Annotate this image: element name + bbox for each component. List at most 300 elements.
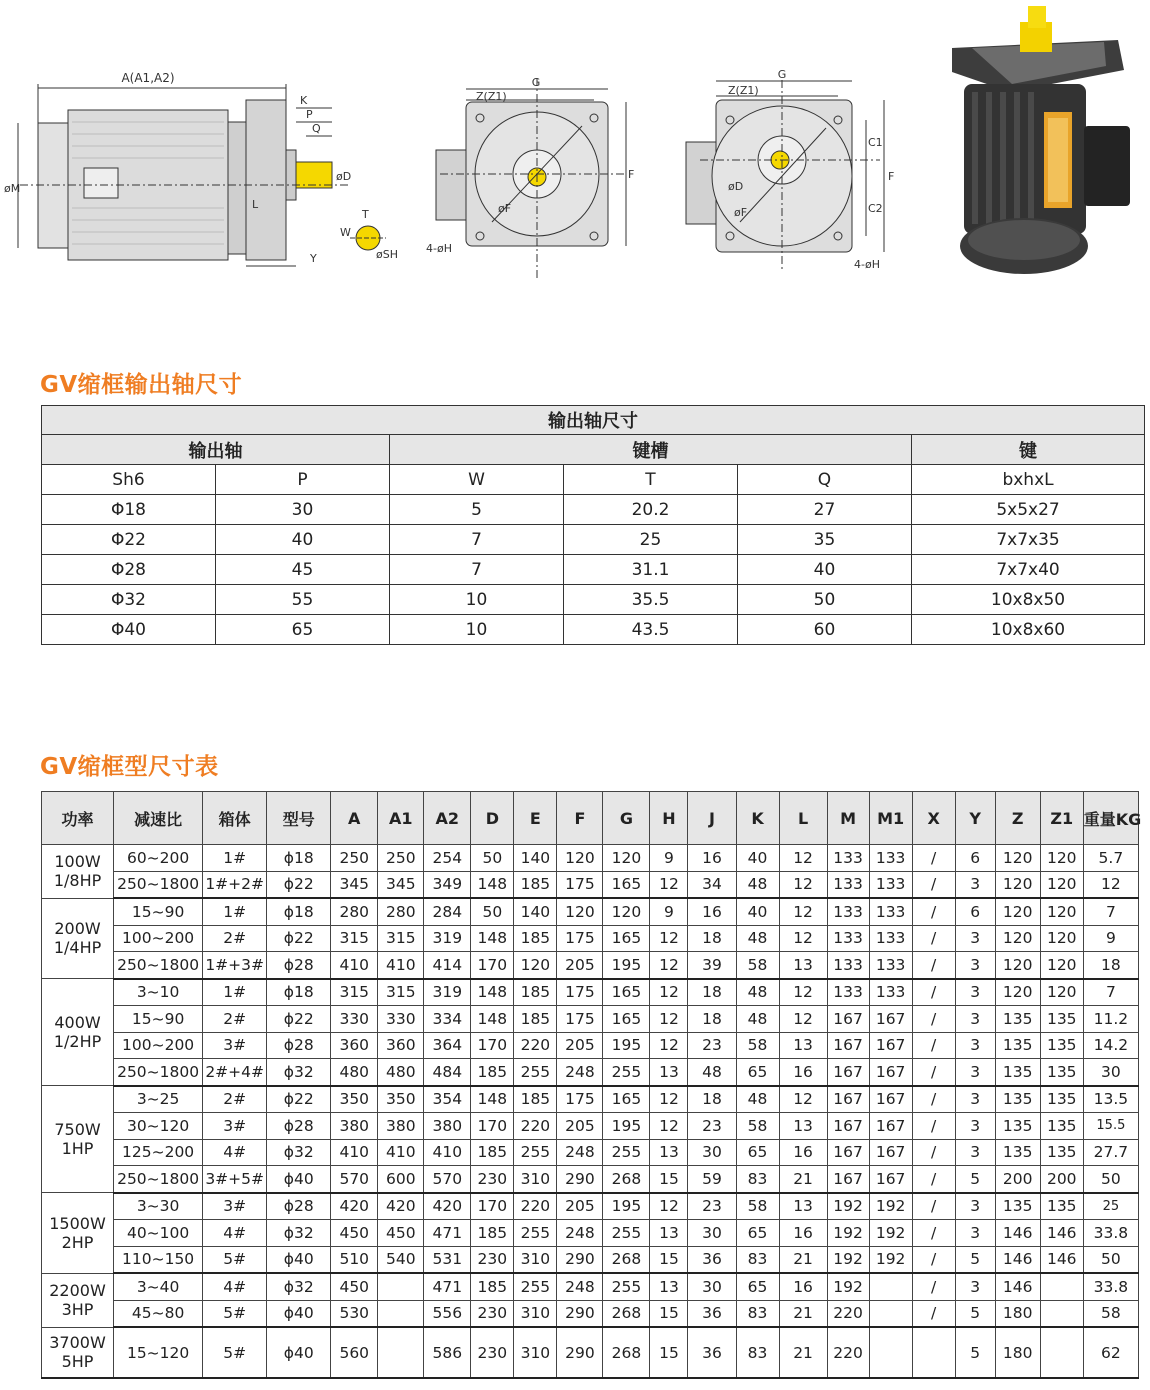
table-cell: 133 xyxy=(869,845,912,872)
table-cell: 586 xyxy=(424,1327,471,1378)
table-cell: 12 xyxy=(650,1032,688,1059)
table-cell: 120 xyxy=(1040,871,1083,898)
table-cell: ϕ40 xyxy=(267,1327,331,1378)
table-cell: 9 xyxy=(650,845,688,872)
table-cell: 13 xyxy=(779,1113,827,1140)
table-row xyxy=(42,1113,1139,1140)
table-cell: 25 xyxy=(564,525,738,555)
table-cell: 248 xyxy=(557,1139,603,1166)
table-cell: 3 xyxy=(955,871,995,898)
table-cell: 570 xyxy=(331,1166,378,1193)
column-header-row xyxy=(42,465,1145,495)
table-cell: 13 xyxy=(779,1193,827,1220)
table-cell: 250~1800 xyxy=(114,1059,203,1086)
table-cell: 21 xyxy=(779,1327,827,1378)
table-cell: ϕ18 xyxy=(267,979,331,1006)
table-cell: 83 xyxy=(736,1300,779,1327)
table-cell: 4# xyxy=(203,1273,267,1300)
table-cell: 484 xyxy=(424,1059,471,1086)
table-cell: 30 xyxy=(1083,1059,1138,1086)
table-cell: 170 xyxy=(471,1193,514,1220)
table-cell: 135 xyxy=(1040,1032,1083,1059)
table-cell: 5.7 xyxy=(1083,845,1138,872)
table-cell: 220 xyxy=(827,1300,869,1327)
table-cell: 195 xyxy=(603,1193,650,1220)
table-row xyxy=(42,898,1139,925)
column-header: E xyxy=(514,792,557,845)
table-cell: 48 xyxy=(736,1006,779,1033)
table-cell: Φ32 xyxy=(42,585,216,615)
table-cell: 15 xyxy=(650,1246,688,1273)
dim-label-f: F xyxy=(628,168,635,181)
table-row xyxy=(42,525,1145,555)
table-cell: ϕ28 xyxy=(267,1032,331,1059)
table-cell: 12 xyxy=(1083,871,1138,898)
table-cell: 11.2 xyxy=(1083,1006,1138,1033)
power-cell: 400W 1/2HP xyxy=(42,979,114,1086)
table-cell: 5 xyxy=(955,1327,995,1378)
table-row xyxy=(42,979,1139,1006)
table-cell: 5 xyxy=(955,1246,995,1273)
table-cell: 21 xyxy=(779,1166,827,1193)
table-cell: 65 xyxy=(736,1273,779,1300)
table-cell: 16 xyxy=(779,1220,827,1247)
table-row xyxy=(42,495,1145,525)
table-cell: 1# xyxy=(203,979,267,1006)
table-cell: 3 xyxy=(955,1086,995,1113)
table-cell: 167 xyxy=(827,1059,869,1086)
table-cell: 315 xyxy=(378,925,424,952)
table-cell: ϕ22 xyxy=(267,1006,331,1033)
table-cell: 36 xyxy=(688,1300,736,1327)
table-cell: 83 xyxy=(736,1166,779,1193)
table-cell: 30 xyxy=(688,1220,736,1247)
column-header: Y xyxy=(955,792,995,845)
table-cell: 58 xyxy=(736,1113,779,1140)
table-cell: 1# xyxy=(203,898,267,925)
table-cell: 21 xyxy=(779,1246,827,1273)
table-cell: 230 xyxy=(471,1300,514,1327)
table-cell: 167 xyxy=(827,1032,869,1059)
table-row xyxy=(42,1006,1139,1033)
column-header: A xyxy=(331,792,378,845)
table-cell: 20.2 xyxy=(564,495,738,525)
table-cell: 15 xyxy=(650,1166,688,1193)
table-cell: 133 xyxy=(869,952,912,979)
table-cell: 175 xyxy=(557,871,603,898)
table-cell: 3 xyxy=(955,1006,995,1033)
column-header: T xyxy=(564,465,738,495)
table-cell: 12 xyxy=(779,871,827,898)
table-cell: 9 xyxy=(650,898,688,925)
table-cell: 248 xyxy=(557,1059,603,1086)
table-cell: 133 xyxy=(827,871,869,898)
table-cell: 13.5 xyxy=(1083,1086,1138,1113)
table-cell: 290 xyxy=(557,1166,603,1193)
technical-drawings xyxy=(0,0,1150,300)
table-cell: 205 xyxy=(557,1193,603,1220)
table-cell: 175 xyxy=(557,1086,603,1113)
table-cell: 315 xyxy=(331,925,378,952)
table-cell: 146 xyxy=(995,1273,1040,1300)
column-header: 减速比 xyxy=(114,792,203,845)
table-cell: 3 xyxy=(955,1139,995,1166)
table-cell: 12 xyxy=(650,871,688,898)
table-cell: 310 xyxy=(514,1300,557,1327)
table-cell: 1#+2# xyxy=(203,871,267,898)
table-cell: 7 xyxy=(390,555,564,585)
table-row xyxy=(42,1086,1139,1113)
table-row xyxy=(42,1300,1139,1327)
table-cell: Φ40 xyxy=(42,615,216,645)
table-cell xyxy=(869,1300,912,1327)
table-cell: 148 xyxy=(471,979,514,1006)
table-cell: 135 xyxy=(995,1193,1040,1220)
table-cell: 345 xyxy=(378,871,424,898)
table-cell: 349 xyxy=(424,871,471,898)
table-cell: 185 xyxy=(471,1220,514,1247)
power-cell: 750W 1HP xyxy=(42,1086,114,1193)
table-cell: 120 xyxy=(995,952,1040,979)
table-cell: 530 xyxy=(331,1300,378,1327)
table-cell: 58 xyxy=(1083,1300,1138,1327)
table-cell: ϕ40 xyxy=(267,1300,331,1327)
table-cell: 167 xyxy=(827,1113,869,1140)
table-cell: ϕ28 xyxy=(267,1113,331,1140)
table-cell: 167 xyxy=(869,1059,912,1086)
table-cell: 33.8 xyxy=(1083,1273,1138,1300)
column-header: J xyxy=(688,792,736,845)
table-cell: 120 xyxy=(603,898,650,925)
table-cell: 120 xyxy=(1040,952,1083,979)
table-cell: 12 xyxy=(650,1193,688,1220)
dim-label-a: A(A1,A2) xyxy=(121,71,175,85)
table-cell: 410 xyxy=(378,1139,424,1166)
table-cell: 40 xyxy=(736,845,779,872)
table-cell: 185 xyxy=(471,1059,514,1086)
table-cell: 16 xyxy=(688,845,736,872)
table-cell: ϕ32 xyxy=(267,1273,331,1300)
table-cell: 195 xyxy=(603,1032,650,1059)
table-cell: 510 xyxy=(331,1246,378,1273)
table-cell: 36 xyxy=(688,1327,736,1378)
table-cell: 192 xyxy=(869,1246,912,1273)
table-cell: 192 xyxy=(827,1246,869,1273)
dim-label-d-2: øD xyxy=(728,180,744,193)
table-cell: 83 xyxy=(736,1327,779,1378)
table-cell: 48 xyxy=(736,979,779,1006)
table-cell: ϕ22 xyxy=(267,1086,331,1113)
table-cell: 125~200 xyxy=(114,1139,203,1166)
power-cell: 1500W 2HP xyxy=(42,1193,114,1274)
table-cell: 220 xyxy=(827,1327,869,1378)
table-cell: / xyxy=(912,925,955,952)
table-cell: 185 xyxy=(471,1273,514,1300)
table-cell: 48 xyxy=(736,925,779,952)
table-cell: 255 xyxy=(514,1220,557,1247)
gear-motor-photo xyxy=(952,6,1130,274)
column-header: H xyxy=(650,792,688,845)
table-cell: 120 xyxy=(995,871,1040,898)
table-cell: ϕ22 xyxy=(267,871,331,898)
side-view-drawing xyxy=(4,71,398,266)
table-cell: 600 xyxy=(378,1166,424,1193)
frame-size-section-title: GV缩框型尺寸表 xyxy=(40,754,219,780)
table-cell: ϕ40 xyxy=(267,1246,331,1273)
table-cell: 255 xyxy=(514,1273,557,1300)
table-cell: 120 xyxy=(557,845,603,872)
column-header: X xyxy=(912,792,955,845)
table-cell: 110~150 xyxy=(114,1246,203,1273)
column-header: P xyxy=(216,465,390,495)
table-cell: 135 xyxy=(1040,1193,1083,1220)
table-cell: ϕ32 xyxy=(267,1220,331,1247)
table-row xyxy=(42,615,1145,645)
table-cell: / xyxy=(912,1059,955,1086)
table-cell: 30 xyxy=(216,495,390,525)
table-cell: / xyxy=(912,1273,955,1300)
power-cell: 3700W 5HP xyxy=(42,1327,114,1378)
table-cell: Φ18 xyxy=(42,495,216,525)
table-cell: / xyxy=(912,1220,955,1247)
table-cell: 315 xyxy=(378,979,424,1006)
table-cell: 192 xyxy=(827,1273,869,1300)
table-cell: 185 xyxy=(514,925,557,952)
table-cell: 50 xyxy=(1083,1246,1138,1273)
table-cell: 23 xyxy=(688,1113,736,1140)
table-cell: / xyxy=(912,1113,955,1140)
table-cell: 165 xyxy=(603,925,650,952)
table-cell: 255 xyxy=(603,1139,650,1166)
table-row xyxy=(42,555,1145,585)
table-cell: 200 xyxy=(995,1166,1040,1193)
table-cell: ϕ18 xyxy=(267,845,331,872)
table-cell: 5# xyxy=(203,1327,267,1378)
table-cell: 12 xyxy=(650,1006,688,1033)
table-cell: 13 xyxy=(650,1139,688,1166)
table-cell: Φ28 xyxy=(42,555,216,585)
group-header-shaft: 输出轴 xyxy=(42,435,390,465)
table-cell: 330 xyxy=(378,1006,424,1033)
table-cell: 350 xyxy=(331,1086,378,1113)
table-cell: 16 xyxy=(779,1059,827,1086)
table-cell: 192 xyxy=(827,1193,869,1220)
table-cell: 100~200 xyxy=(114,1032,203,1059)
table-cell: 220 xyxy=(514,1193,557,1220)
table-cell: 380 xyxy=(424,1113,471,1140)
table-cell: 140 xyxy=(514,845,557,872)
table-cell: 354 xyxy=(424,1086,471,1113)
table-cell: 5 xyxy=(955,1300,995,1327)
table-cell: 40 xyxy=(216,525,390,555)
table-row xyxy=(42,871,1139,898)
table-cell: 133 xyxy=(827,898,869,925)
table-cell: 175 xyxy=(557,925,603,952)
table-cell: 165 xyxy=(603,871,650,898)
table-cell: 450 xyxy=(331,1273,378,1300)
table-cell: 280 xyxy=(378,898,424,925)
table-cell: 146 xyxy=(1040,1246,1083,1273)
table-cell: 12 xyxy=(650,979,688,1006)
table-cell: 12 xyxy=(779,1006,827,1033)
table-cell: 58 xyxy=(736,1032,779,1059)
table-cell: 60 xyxy=(738,615,912,645)
table-cell: 3 xyxy=(955,979,995,1006)
table-cell: 2# xyxy=(203,1006,267,1033)
table-cell: 13 xyxy=(650,1059,688,1086)
table-cell: 7 xyxy=(1083,979,1138,1006)
table-cell: 290 xyxy=(557,1327,603,1378)
power-cell: 200W 1/4HP xyxy=(42,898,114,979)
table-cell: 10 xyxy=(390,615,564,645)
table-cell: 13 xyxy=(650,1273,688,1300)
table-row xyxy=(42,845,1139,872)
table-cell xyxy=(912,1327,955,1378)
table-cell: 58 xyxy=(736,952,779,979)
table-cell: 133 xyxy=(827,925,869,952)
table-cell xyxy=(869,1273,912,1300)
table-cell: 12 xyxy=(779,979,827,1006)
dim-label-l: L xyxy=(252,198,259,211)
table-cell: 133 xyxy=(827,845,869,872)
column-header: 重量KG xyxy=(1083,792,1138,845)
table-cell: 3# xyxy=(203,1113,267,1140)
table-cell: 185 xyxy=(514,1006,557,1033)
table-row xyxy=(42,1166,1139,1193)
table-cell: 3 xyxy=(955,1220,995,1247)
table-cell: 18 xyxy=(688,1086,736,1113)
table-cell: 170 xyxy=(471,1113,514,1140)
column-header: 型号 xyxy=(267,792,331,845)
output-shaft-table xyxy=(41,405,1145,645)
table-cell: / xyxy=(912,845,955,872)
table-cell: / xyxy=(912,1086,955,1113)
table-cell: ϕ28 xyxy=(267,952,331,979)
group-header-key: 键 xyxy=(912,435,1145,465)
table-cell: 39 xyxy=(688,952,736,979)
table-cell: 7x7x35 xyxy=(912,525,1145,555)
table-cell: 12 xyxy=(650,1086,688,1113)
table-cell: 6 xyxy=(955,845,995,872)
table-row xyxy=(42,1059,1139,1086)
dim-label-z: Z(Z1) xyxy=(476,90,507,103)
table-cell: 3 xyxy=(955,1193,995,1220)
table-cell: 15 xyxy=(650,1327,688,1378)
table-cell: Φ22 xyxy=(42,525,216,555)
table-cell xyxy=(1040,1300,1083,1327)
table-cell: 175 xyxy=(557,1006,603,1033)
table-cell: 205 xyxy=(557,952,603,979)
table-cell: 146 xyxy=(1040,1220,1083,1247)
table-cell: 135 xyxy=(1040,1139,1083,1166)
column-header: Z1 xyxy=(1040,792,1083,845)
table-cell: 205 xyxy=(557,1032,603,1059)
table-cell: 192 xyxy=(869,1220,912,1247)
table-cell: ϕ32 xyxy=(267,1139,331,1166)
table-cell: 58 xyxy=(736,1193,779,1220)
table-cell: 4# xyxy=(203,1139,267,1166)
table-cell: 3 xyxy=(955,952,995,979)
table-cell: 30 xyxy=(688,1139,736,1166)
table-cell: 255 xyxy=(603,1273,650,1300)
table-cell: 531 xyxy=(424,1246,471,1273)
table-cell: 167 xyxy=(869,1113,912,1140)
power-cell: 2200W 3HP xyxy=(42,1273,114,1327)
table-cell: 570 xyxy=(424,1166,471,1193)
table-row xyxy=(42,1220,1139,1247)
dim-label-f-diameter-2: øF xyxy=(734,206,748,219)
table-cell: 255 xyxy=(514,1059,557,1086)
table-cell: 50 xyxy=(471,845,514,872)
table-row xyxy=(42,925,1139,952)
table-cell: 15~90 xyxy=(114,898,203,925)
table-cell: 420 xyxy=(378,1193,424,1220)
table-cell: 410 xyxy=(331,1139,378,1166)
table-cell: 410 xyxy=(378,952,424,979)
table-cell: 48 xyxy=(688,1059,736,1086)
table-cell: 40 xyxy=(736,898,779,925)
table-cell: 5 xyxy=(955,1166,995,1193)
table-cell: 12 xyxy=(650,925,688,952)
table-cell: 23 xyxy=(688,1193,736,1220)
table-cell: 45~80 xyxy=(114,1300,203,1327)
table-cell: 7 xyxy=(1083,898,1138,925)
table-cell: 3 xyxy=(955,1059,995,1086)
column-header: M1 xyxy=(869,792,912,845)
dim-label-sh: øSH xyxy=(376,248,398,261)
front-view-drawing-2 xyxy=(686,68,894,271)
table-cell: 12 xyxy=(650,952,688,979)
table-cell: 43.5 xyxy=(564,615,738,645)
table-cell: 230 xyxy=(471,1166,514,1193)
table-cell: 410 xyxy=(424,1139,471,1166)
table-cell: 268 xyxy=(603,1327,650,1378)
table-cell: 420 xyxy=(331,1193,378,1220)
table-cell: 319 xyxy=(424,979,471,1006)
table-cell: 65 xyxy=(736,1059,779,1086)
table-cell: 120 xyxy=(1040,925,1083,952)
table-cell: 15.5 xyxy=(1083,1113,1138,1140)
table-cell: 9 xyxy=(1083,925,1138,952)
table-cell: 2#+4# xyxy=(203,1059,267,1086)
table-cell: 180 xyxy=(995,1327,1040,1378)
table-row xyxy=(42,952,1139,979)
table-cell: 330 xyxy=(331,1006,378,1033)
table-row xyxy=(42,1273,1139,1300)
table-cell: 36 xyxy=(688,1246,736,1273)
table-cell: 65 xyxy=(736,1139,779,1166)
table-cell: / xyxy=(912,1139,955,1166)
table-cell: 167 xyxy=(869,1139,912,1166)
table-cell: 59 xyxy=(688,1166,736,1193)
column-header: bxhxL xyxy=(912,465,1145,495)
table-cell: ϕ28 xyxy=(267,1193,331,1220)
table-cell: 290 xyxy=(557,1300,603,1327)
table-cell: 12 xyxy=(650,1113,688,1140)
table-cell: 100~200 xyxy=(114,925,203,952)
table-cell: 195 xyxy=(603,952,650,979)
table-cell: 180 xyxy=(995,1300,1040,1327)
table-cell: 45 xyxy=(216,555,390,585)
table-cell: 268 xyxy=(603,1166,650,1193)
table-cell: 310 xyxy=(514,1166,557,1193)
table-cell: 146 xyxy=(995,1246,1040,1273)
table-cell: 192 xyxy=(827,1220,869,1247)
table-cell: 31.1 xyxy=(564,555,738,585)
table-cell: 3 xyxy=(955,1113,995,1140)
column-header: W xyxy=(390,465,564,495)
table-cell xyxy=(378,1273,424,1300)
